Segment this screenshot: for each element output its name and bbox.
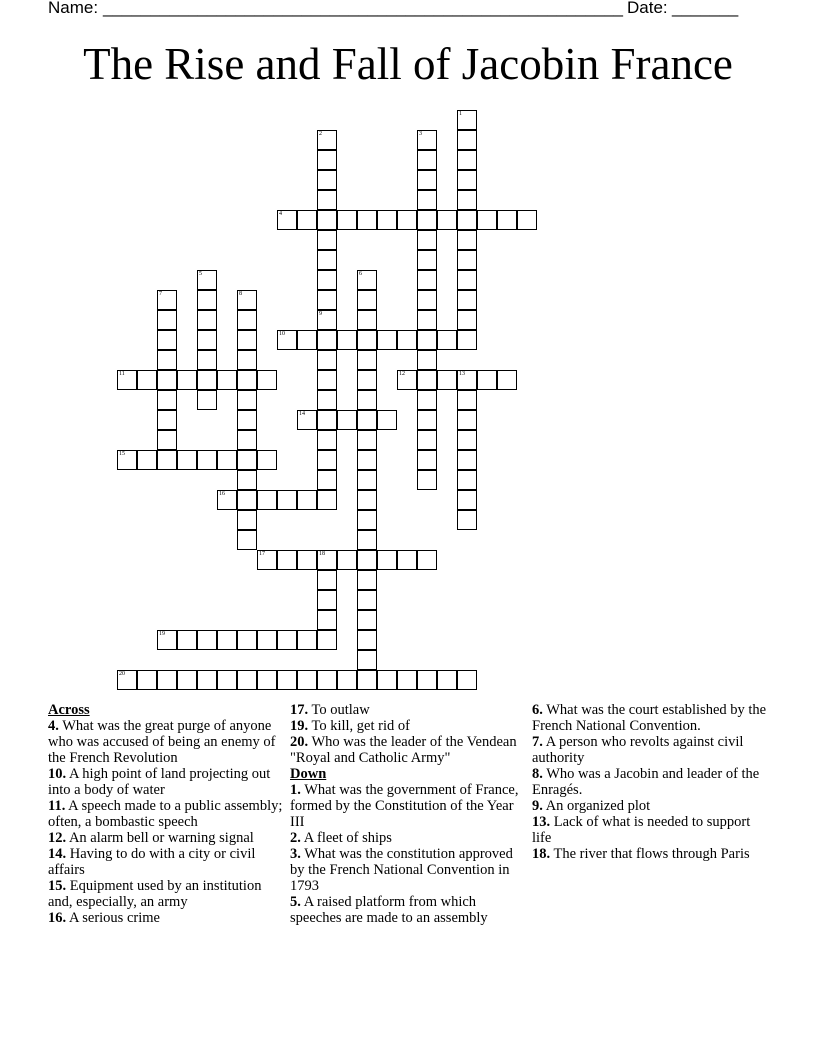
grid-cell[interactable]	[317, 250, 337, 270]
down-heading: Down	[290, 766, 327, 782]
cell-number: 5	[199, 271, 202, 277]
name-label: Name:	[48, 0, 99, 17]
grid-cell[interactable]	[237, 470, 257, 490]
grid-cell[interactable]	[237, 670, 257, 690]
name-line[interactable]: _______________________________________________________	[103, 0, 624, 17]
grid-cell[interactable]	[357, 290, 377, 310]
clues-column-1	[48, 702, 288, 926]
grid-cell[interactable]	[297, 210, 317, 230]
grid-cell[interactable]	[417, 330, 437, 350]
grid-cell[interactable]	[237, 410, 257, 430]
grid-cell[interactable]	[317, 190, 337, 210]
grid-cell[interactable]	[317, 570, 337, 590]
grid-cell[interactable]	[317, 490, 337, 510]
grid-cell[interactable]	[417, 210, 437, 230]
grid-cell[interactable]	[317, 450, 337, 470]
cell-number: 20	[119, 671, 125, 677]
grid-cell[interactable]	[157, 450, 177, 470]
grid-cell[interactable]	[357, 510, 377, 530]
clue-down-5: 5. A raised platform from which speeches are made to an assembly	[290, 894, 488, 926]
cell-number: 8	[239, 291, 242, 297]
grid-cell[interactable]	[317, 390, 337, 410]
grid-cell[interactable]	[157, 410, 177, 430]
grid-cell[interactable]	[417, 410, 437, 430]
grid-cell[interactable]	[417, 470, 437, 490]
grid-cell[interactable]	[457, 290, 477, 310]
grid-cell[interactable]	[157, 670, 177, 690]
grid-cell[interactable]	[217, 370, 237, 390]
grid-cell[interactable]	[397, 550, 417, 570]
grid-cell[interactable]	[317, 130, 337, 150]
grid-cell[interactable]	[377, 210, 397, 230]
cell-number: 2	[319, 131, 322, 137]
clue-across-14: 14. Having to do with a city or civil affairs	[48, 846, 256, 878]
grid-cell[interactable]	[417, 550, 437, 570]
grid-cell[interactable]	[197, 350, 217, 370]
grid-cell[interactable]	[417, 230, 437, 250]
grid-cell[interactable]	[317, 350, 337, 370]
grid-cell[interactable]	[277, 210, 297, 230]
grid-cell[interactable]	[337, 330, 357, 350]
grid-cell[interactable]	[157, 330, 177, 350]
cell-number: 19	[159, 631, 165, 637]
grid-cell[interactable]	[457, 130, 477, 150]
grid-cell[interactable]	[357, 210, 377, 230]
grid-cell[interactable]	[117, 370, 137, 390]
grid-cell[interactable]	[217, 670, 237, 690]
grid-cell[interactable]	[357, 530, 377, 550]
grid-cell[interactable]	[197, 270, 217, 290]
cell-number: 7	[159, 291, 162, 297]
grid-cell[interactable]	[317, 550, 337, 570]
grid-cell[interactable]	[117, 450, 137, 470]
grid-cell[interactable]	[417, 350, 437, 370]
grid-cell[interactable]	[237, 290, 257, 310]
page-title: The Rise and Fall of Jacobin France	[83, 39, 733, 89]
grid-cell[interactable]	[237, 430, 257, 450]
clue-down-8: 8. Who was a Jacobin and leader of the Enragés.	[532, 766, 760, 798]
grid-cell[interactable]	[457, 510, 477, 530]
cell-number: 13	[459, 371, 465, 377]
grid-cell[interactable]	[257, 370, 277, 390]
grid-cell[interactable]	[257, 490, 277, 510]
grid-cell[interactable]	[197, 290, 217, 310]
grid-cell[interactable]	[357, 350, 377, 370]
grid-cell[interactable]	[317, 210, 337, 230]
grid-cell[interactable]	[157, 390, 177, 410]
grid-cell[interactable]	[237, 510, 257, 530]
grid-cell[interactable]	[457, 410, 477, 430]
grid-cell[interactable]	[157, 370, 177, 390]
grid-cell[interactable]	[457, 450, 477, 470]
grid-cell[interactable]	[357, 270, 377, 290]
grid-cell[interactable]	[317, 670, 337, 690]
grid-cell[interactable]	[437, 370, 457, 390]
grid-cell[interactable]	[317, 410, 337, 430]
grid-cell[interactable]	[217, 490, 237, 510]
grid-cell[interactable]	[237, 330, 257, 350]
grid-cell[interactable]	[277, 490, 297, 510]
grid-cell[interactable]	[137, 370, 157, 390]
cell-number: 11	[119, 371, 125, 377]
grid-cell[interactable]	[457, 110, 477, 130]
grid-cell[interactable]	[437, 330, 457, 350]
grid-cell[interactable]	[197, 630, 217, 650]
clues-column-3	[532, 702, 772, 862]
grid-cell[interactable]	[477, 210, 497, 230]
grid-cell[interactable]	[357, 330, 377, 350]
cell-number: 1	[459, 111, 462, 117]
grid-cell[interactable]	[357, 390, 377, 410]
cell-number: 18	[319, 551, 325, 557]
grid-cell[interactable]	[257, 670, 277, 690]
grid-cell[interactable]	[137, 450, 157, 470]
grid-cell[interactable]	[517, 210, 537, 230]
grid-cell[interactable]	[277, 670, 297, 690]
grid-cell[interactable]	[257, 450, 277, 470]
grid-cell[interactable]	[417, 270, 437, 290]
grid-cell[interactable]	[497, 210, 517, 230]
grid-cell[interactable]	[417, 310, 437, 330]
grid-cell[interactable]	[237, 370, 257, 390]
grid-cell[interactable]	[337, 410, 357, 430]
grid-cell[interactable]	[357, 590, 377, 610]
grid-cell[interactable]	[417, 250, 437, 270]
grid-cell[interactable]	[157, 350, 177, 370]
grid-cell[interactable]	[297, 410, 317, 430]
cell-number: 9	[319, 311, 322, 317]
grid-cell[interactable]	[237, 310, 257, 330]
grid-cell[interactable]	[417, 130, 437, 150]
grid-cell[interactable]	[357, 630, 377, 650]
clue-across-10: 10. A high point of land projecting out into a body of water	[48, 766, 271, 798]
grid-cell[interactable]	[457, 230, 477, 250]
grid-cell[interactable]	[317, 290, 337, 310]
grid-cell[interactable]	[417, 170, 437, 190]
grid-cell[interactable]	[197, 390, 217, 410]
grid-cell[interactable]	[317, 590, 337, 610]
grid-cell[interactable]	[217, 450, 237, 470]
grid-cell[interactable]	[257, 550, 277, 570]
grid-cell[interactable]	[357, 490, 377, 510]
cell-number: 3	[419, 131, 422, 137]
cell-number: 12	[399, 371, 405, 377]
grid-cell[interactable]	[457, 670, 477, 690]
grid-cell[interactable]	[337, 670, 357, 690]
grid-cell[interactable]	[197, 670, 217, 690]
grid-cell[interactable]	[457, 170, 477, 190]
grid-cell[interactable]	[317, 310, 337, 330]
clue-across-4: 4. What was the great purge of anyone who was accused of being an enemy of the French Revolution	[48, 718, 276, 766]
grid-cell[interactable]	[177, 370, 197, 390]
clue-across-16: 16. A serious crime	[48, 910, 160, 926]
grid-cell[interactable]	[137, 670, 157, 690]
grid-cell[interactable]	[397, 330, 417, 350]
grid-cell[interactable]	[357, 550, 377, 570]
clue-down-13: 13. Lack of what is needed to support life	[532, 814, 751, 846]
date-label: Date:	[627, 0, 668, 17]
cell-number: 16	[219, 491, 225, 497]
grid-cell[interactable]	[277, 330, 297, 350]
date-line[interactable]: _______	[672, 0, 739, 17]
clue-across-17: 17. To outlaw	[290, 702, 370, 718]
grid-cell[interactable]	[497, 370, 517, 390]
grid-cell[interactable]	[417, 190, 437, 210]
clue-down-6: 6. What was the court established by the French National Convention.	[532, 702, 767, 734]
grid-cell[interactable]	[197, 450, 217, 470]
grid-cell[interactable]	[357, 410, 377, 430]
grid-cell[interactable]	[397, 670, 417, 690]
grid-cell[interactable]	[197, 310, 217, 330]
grid-cell[interactable]	[157, 290, 177, 310]
cell-number: 15	[119, 451, 125, 457]
grid-cell[interactable]	[317, 230, 337, 250]
grid-cell[interactable]	[457, 150, 477, 170]
grid-cell[interactable]	[277, 630, 297, 650]
grid-cell[interactable]	[357, 610, 377, 630]
grid-cell[interactable]	[257, 630, 277, 650]
cell-number: 17	[259, 551, 265, 557]
grid-cell[interactable]	[237, 530, 257, 550]
cell-number: 10	[279, 331, 285, 337]
grid-cell[interactable]	[177, 670, 197, 690]
grid-cell[interactable]	[317, 470, 337, 490]
grid-cell[interactable]	[477, 370, 497, 390]
grid-cell[interactable]	[297, 550, 317, 570]
grid-cell[interactable]	[397, 370, 417, 390]
grid-cell[interactable]	[237, 350, 257, 370]
grid-cell[interactable]	[357, 450, 377, 470]
grid-cell[interactable]	[197, 370, 217, 390]
clue-across-19: 19. To kill, get rid of	[290, 718, 410, 734]
grid-cell[interactable]	[317, 270, 337, 290]
clue-down-7: 7. A person who revolts against civil authority	[532, 734, 744, 766]
clue-down-3: 3. What was the constitution approved by the French National Convention in 1793	[290, 846, 513, 894]
grid-cell[interactable]	[417, 670, 437, 690]
grid-cell[interactable]	[457, 210, 477, 230]
grid-cell[interactable]	[297, 670, 317, 690]
grid-cell[interactable]	[457, 390, 477, 410]
clue-down-9: 9. An organized plot	[532, 798, 651, 814]
grid-cell[interactable]	[377, 410, 397, 430]
clue-across-20: 20. Who was the leader of the Vendean "Royal and Catholic Army"	[290, 734, 517, 766]
grid-cell[interactable]	[177, 630, 197, 650]
cell-number: 14	[299, 411, 305, 417]
grid-cell[interactable]	[237, 390, 257, 410]
grid-cell[interactable]	[357, 670, 377, 690]
grid-cell[interactable]	[457, 370, 477, 390]
grid-cell[interactable]	[157, 430, 177, 450]
grid-cell[interactable]	[357, 470, 377, 490]
clue-across-11: 11. A speech made to a public assembly; often, a bombastic speech	[48, 798, 283, 830]
grid-cell[interactable]	[377, 550, 397, 570]
grid-cell[interactable]	[317, 150, 337, 170]
grid-cell[interactable]	[357, 650, 377, 670]
grid-cell[interactable]	[417, 370, 437, 390]
grid-cell[interactable]	[437, 670, 457, 690]
grid-cell[interactable]	[457, 310, 477, 330]
grid-cell[interactable]	[337, 210, 357, 230]
grid-cell[interactable]	[417, 150, 437, 170]
grid-cell[interactable]	[417, 290, 437, 310]
grid-cell[interactable]	[317, 370, 337, 390]
grid-cell[interactable]	[457, 330, 477, 350]
clue-across-15: 15. Equipment used by an institution and, especially, an army	[48, 878, 262, 910]
grid-cell[interactable]	[317, 170, 337, 190]
grid-cell[interactable]	[317, 330, 337, 350]
grid-cell[interactable]	[457, 490, 477, 510]
grid-cell[interactable]	[417, 430, 437, 450]
clues-column-2	[290, 702, 522, 926]
grid-cell[interactable]	[457, 250, 477, 270]
grid-cell[interactable]	[237, 490, 257, 510]
grid-cell[interactable]	[357, 310, 377, 330]
clue-down-2: 2. A fleet of ships	[290, 830, 392, 846]
grid-cell[interactable]	[177, 450, 197, 470]
across-heading: Across	[48, 702, 90, 718]
grid-cell[interactable]	[357, 430, 377, 450]
grid-cell[interactable]	[237, 630, 257, 650]
grid-cell[interactable]	[377, 670, 397, 690]
grid-cell[interactable]	[397, 210, 417, 230]
grid-cell[interactable]	[417, 390, 437, 410]
grid-cell[interactable]	[337, 550, 357, 570]
grid-cell[interactable]	[437, 210, 457, 230]
grid-cell[interactable]	[417, 450, 437, 470]
grid-cell[interactable]	[357, 370, 377, 390]
grid-cell[interactable]	[457, 470, 477, 490]
cell-number: 6	[359, 271, 362, 277]
clue-across-12: 12. An alarm bell or warning signal	[48, 830, 254, 846]
grid-cell[interactable]	[197, 330, 217, 350]
clue-down-18: 18. The river that flows through Paris	[532, 846, 750, 862]
grid-cell[interactable]	[237, 450, 257, 470]
grid-cell[interactable]	[297, 330, 317, 350]
grid-cell[interactable]	[317, 430, 337, 450]
clue-down-1: 1. What was the government of France, formed by the Constitution of the Year III	[290, 782, 519, 830]
grid-cell[interactable]	[157, 630, 177, 650]
grid-cell[interactable]	[317, 630, 337, 650]
grid-cell[interactable]	[317, 610, 337, 630]
cell-number: 4	[279, 211, 282, 217]
grid-cell[interactable]	[217, 630, 237, 650]
grid-cell[interactable]	[357, 570, 377, 590]
grid-cell[interactable]	[157, 310, 177, 330]
grid-cell[interactable]	[297, 630, 317, 650]
grid-cell[interactable]	[117, 670, 137, 690]
grid-cell[interactable]	[457, 430, 477, 450]
grid-cell[interactable]	[457, 190, 477, 210]
grid-cell[interactable]	[457, 270, 477, 290]
grid-cell[interactable]	[377, 330, 397, 350]
grid-cell[interactable]	[297, 490, 317, 510]
grid-cell[interactable]	[277, 550, 297, 570]
